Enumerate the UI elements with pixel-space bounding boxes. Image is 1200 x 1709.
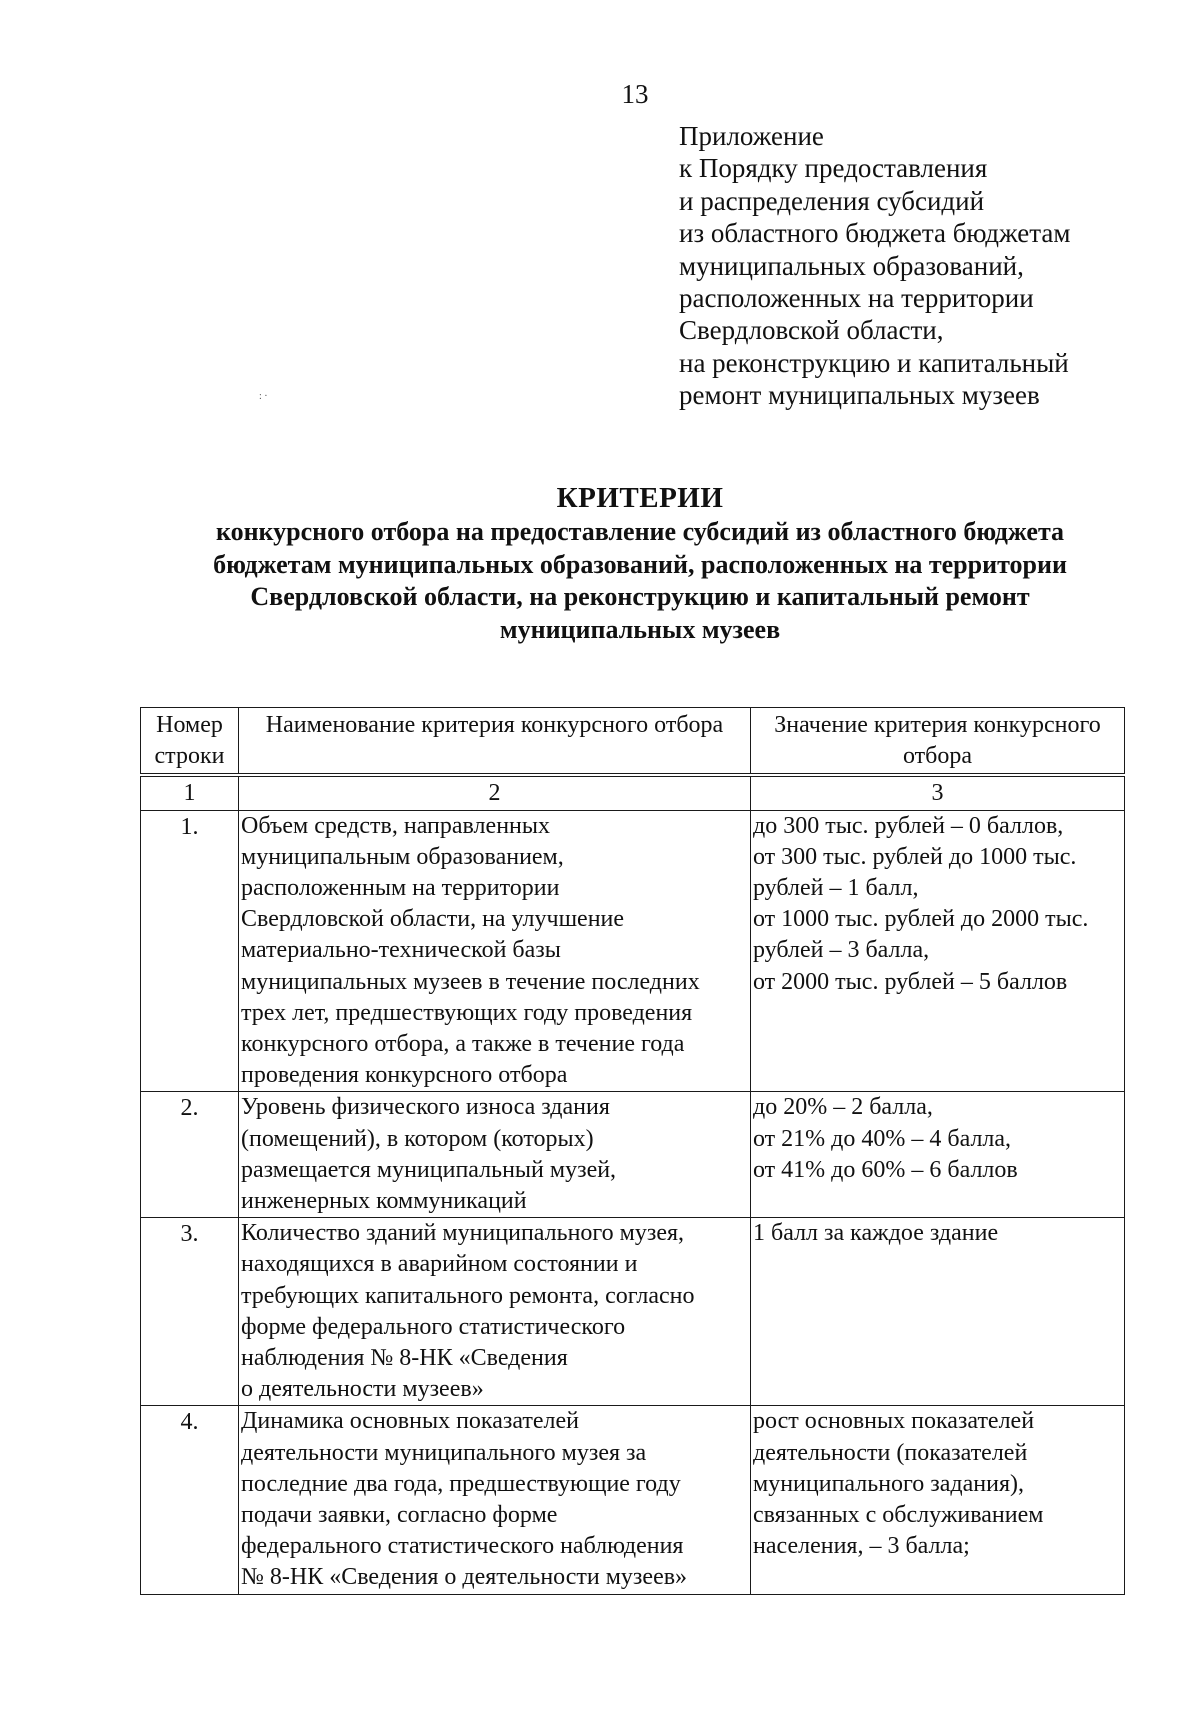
value-line: деятельности (показателей [753,1439,1028,1466]
criterion-name-cell [239,810,751,1092]
criterion-line: № 8-НК «Сведения о деятельности музеев» [241,1564,688,1591]
value-line: от 21% до 40% – 4 балла, [753,1125,1012,1152]
criteria-table [140,707,1125,1595]
row-number: 1. [141,810,239,1092]
criterion-name-cell [239,1406,751,1594]
value-line: от 300 тыс. рублей до 1000 тыс. [753,843,1077,870]
criterion-line: деятельности муниципального музея за [241,1439,647,1466]
appendix-line: и распределения субсидий [679,185,985,216]
document-title: КРИТЕРИИ [556,482,724,514]
table-row [141,810,1125,1092]
row-number: 2. [141,1092,239,1218]
value-line: рост основных показателей [753,1408,1035,1435]
criterion-line: Количество зданий муниципального музея, [241,1220,685,1247]
column-index: 3 [751,775,1125,810]
criterion-line: муниципальным образованием, [241,843,564,870]
appendix-line: Свердловской области, [679,315,944,346]
title-block [130,480,1150,646]
criterion-line: о деятельности музеев» [241,1376,484,1403]
column-index-row [141,775,1125,810]
criterion-line: конкурсного отбора, а также в течение года [241,1031,685,1058]
value-line: до 300 тыс. рублей – 0 баллов, [753,812,1064,839]
appendix-line: ремонт муниципальных музеев [679,380,1040,411]
criterion-line: проведения конкурсного отбора [241,1062,568,1089]
criterion-value-cell [751,1406,1125,1594]
criterion-line: федерального статистического наблюдения [241,1533,684,1560]
criterion-line: Динамика основных показателей [241,1408,580,1435]
row-number: 4. [141,1406,239,1594]
column-index: 2 [239,775,751,810]
appendix-line: расположенных на территории [679,283,1034,314]
column-index: 1 [141,775,239,810]
value-line: до 20% – 2 балла, [753,1094,933,1121]
criterion-line: (помещений), в котором (которых) [241,1125,594,1152]
value-line: населения, – 3 балла; [753,1533,970,1560]
row-number: 3. [141,1218,239,1406]
value-line: муниципального задания), [753,1470,1024,1497]
criterion-value-cell [751,1092,1125,1218]
criterion-line: трех лет, предшествующих году проведения [241,999,693,1026]
criterion-line: материально-технической базы [241,937,561,964]
criterion-line: последние два года, предшествующие году [241,1470,681,1497]
criterion-line: наблюдения № 8-НК «Сведения [241,1345,568,1372]
appendix-line: из областного бюджета бюджетам [679,218,1071,249]
criterion-line: Свердловской области, на улучшение [241,906,625,933]
criterion-line: форме федерального статистического [241,1313,626,1340]
subtitle-line: муниципальных музеев [499,614,781,644]
appendix-line: к Порядку предоставления [679,153,988,184]
scan-speck: : · [259,391,268,402]
criterion-name-cell [239,1092,751,1218]
table-row [141,1218,1125,1406]
subtitle-line: конкурсного отбора на предоставление субсидий из областного бюджета [215,517,1065,546]
appendix-line: Приложение [679,121,824,151]
header-row-number: Номер строки [141,708,239,776]
criterion-line: размещается муниципальный музей, [241,1156,617,1183]
header-row [141,708,1125,776]
value-line: 1 балл за каждое здание [753,1220,999,1247]
value-line: связанных с обслуживанием [753,1502,1044,1529]
value-line: рублей – 3 балла, [753,937,930,964]
criterion-value-cell [751,810,1125,1092]
value-line: рублей – 1 балл, [753,875,919,902]
criterion-line: расположенным на территории [241,875,560,902]
appendix-line: на реконструкцию и капитальный [679,347,1069,378]
appendix-block [679,120,1070,412]
page-number: 13 [621,79,649,109]
table-row [141,1406,1125,1594]
criterion-line: Объем средств, направленных [241,812,550,839]
header-criterion-name: Наименование критерия конкурсного отбора [239,708,751,776]
subtitle-line: Свердловской области, на реконструкцию и капитальный ремонт [250,582,1030,611]
criterion-line: находящихся в аварийном состоянии и [241,1251,638,1278]
value-line: от 1000 тыс. рублей до 2000 тыс. [753,906,1089,933]
appendix-line: муниципальных образований, [679,250,1024,281]
criterion-line: муниципальных музеев в течение последних [241,968,700,995]
table-row [141,1092,1125,1218]
document-subtitle [130,516,1150,646]
criterion-name-cell [239,1218,751,1406]
criterion-line: Уровень физического износа здания [241,1094,610,1121]
subtitle-line: бюджетам муниципальных образований, расположенных на территории [213,549,1067,579]
header-criterion-value: Значение критерия конкурсного отбора [751,708,1125,776]
criterion-line: инженерных коммуникаций [241,1188,527,1215]
criterion-line: подачи заявки, согласно форме [241,1502,558,1529]
criterion-value-cell [751,1218,1125,1406]
criterion-line: требующих капитального ремонта, согласно [241,1282,695,1309]
value-line: от 2000 тыс. рублей – 5 баллов [753,968,1068,995]
value-line: от 41% до 60% – 6 баллов [753,1156,1018,1183]
